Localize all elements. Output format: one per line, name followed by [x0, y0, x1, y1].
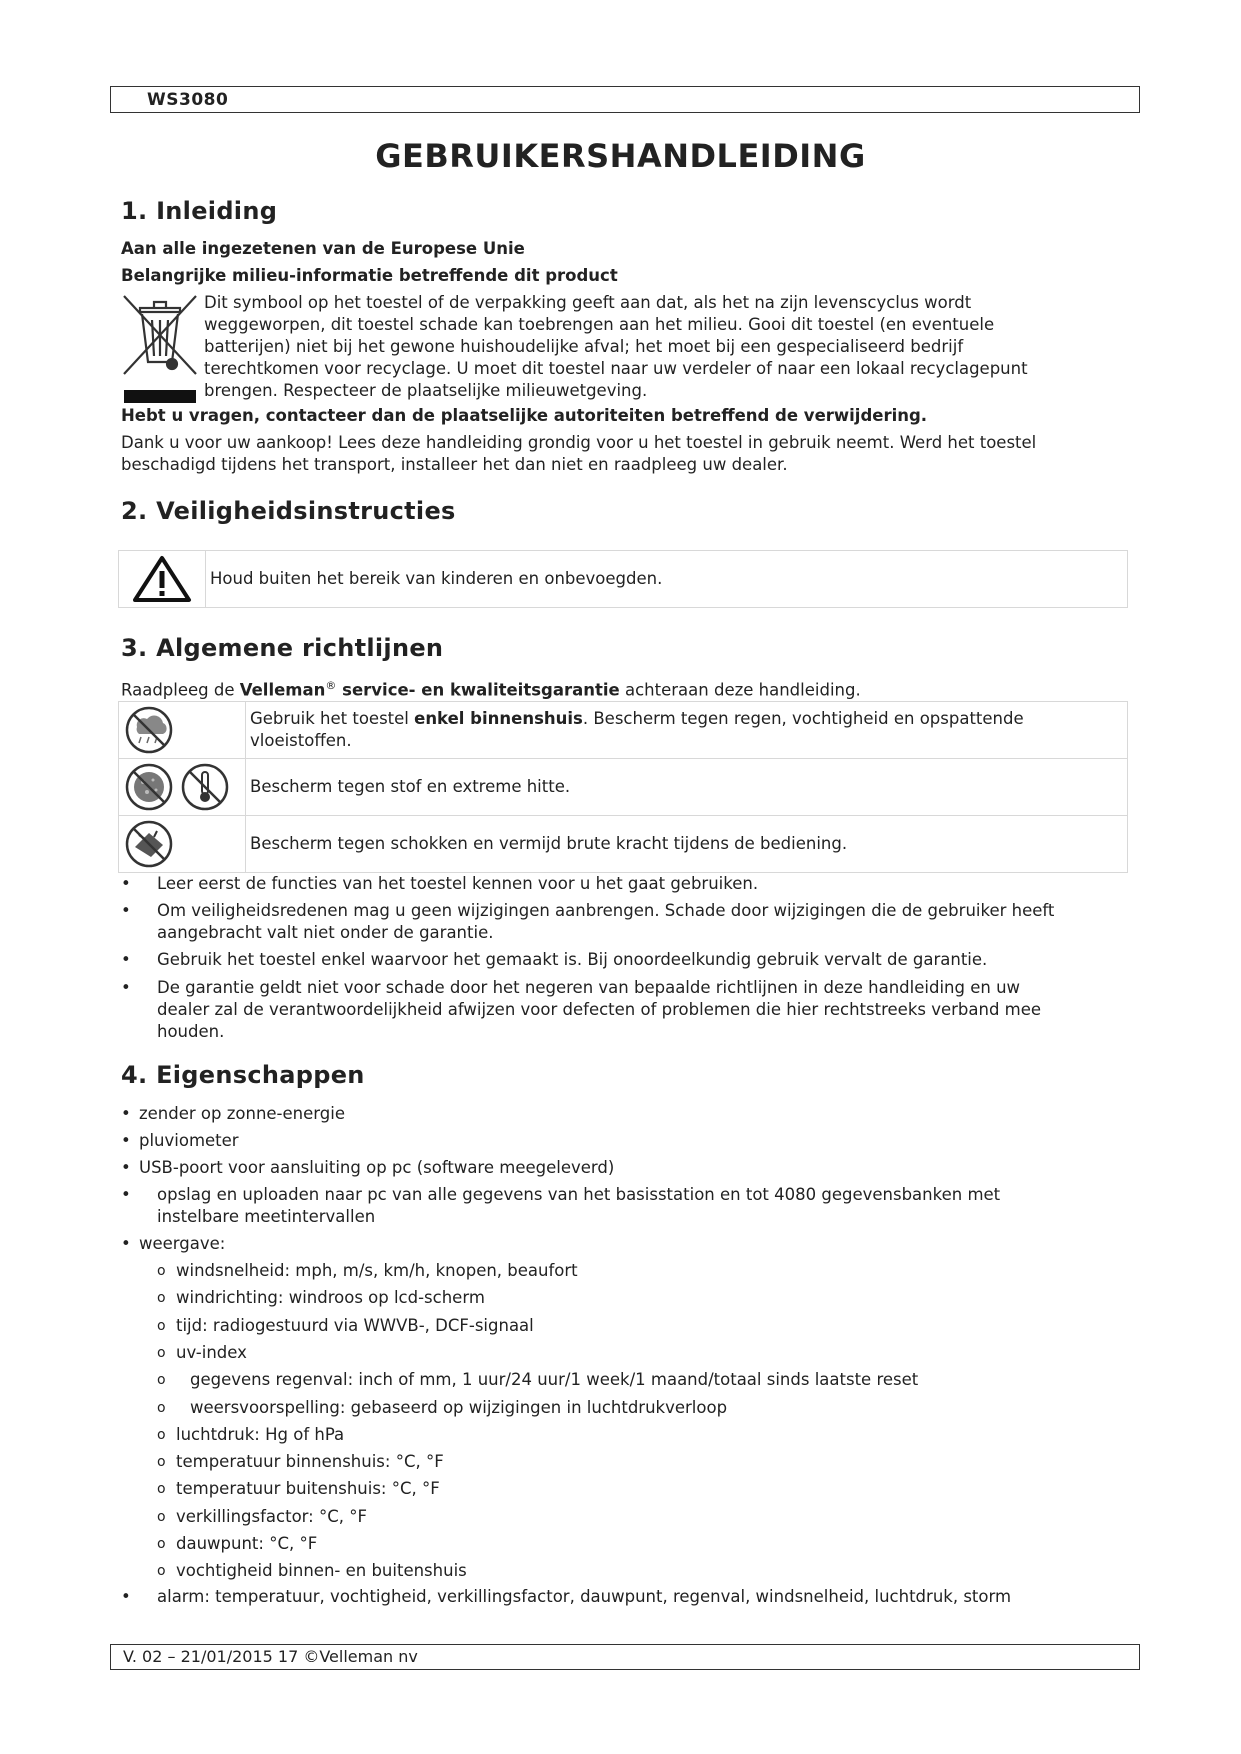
eu-heading: Aan alle ingezetenen van de Europese Unie: [121, 239, 525, 258]
display-label: weergave:: [139, 1234, 226, 1253]
guideline-icon-cell: [119, 759, 246, 816]
no-dust-heat-icons: [119, 760, 239, 814]
no-shock-icon: [119, 817, 239, 871]
intro-brand: Velleman: [239, 680, 326, 700]
sub-bullet-marker: o: [157, 1426, 166, 1443]
display-item-text: windrichting: windroos op lcd-scherm: [176, 1288, 485, 1308]
page-footer: [110, 1644, 1140, 1670]
section-2-heading: 2. Veiligheidsinstructies: [121, 497, 456, 525]
warning-cell: [119, 551, 206, 608]
sub-bullet-marker: o: [157, 1263, 166, 1279]
environment-heading: Belangrijke milieu-informatie betreffende dit product: [121, 266, 618, 285]
guidelines-table: [118, 701, 1128, 873]
display-item-text: weersvoorspelling: gebaseerd op wijzigingen in luchtdrukverloop: [190, 1397, 728, 1417]
section-3-heading: 3. Algemene richtlijnen: [121, 634, 444, 662]
display-item-text: luchtdruk: Hg of hPa: [176, 1424, 345, 1444]
thanks-text: [121, 432, 1131, 476]
weee-line: Dit symbool op het toestel of de verpakking geeft aan dat, als het na zijn levenscyclus wordt: [204, 293, 972, 312]
bullet-line: aangebracht valt niet onder de garantie.: [157, 923, 494, 942]
guarantee-intro: [121, 675, 1131, 702]
display-item-text: temperatuur binnenshuis: °C, °F: [176, 1452, 444, 1472]
row-1-bold: enkel binnenshuis: [414, 709, 583, 728]
feature-text: zender op zonne-energie: [139, 1104, 345, 1123]
sub-bullet-marker: o: [157, 1399, 166, 1416]
sub-bullet-marker: o: [157, 1454, 166, 1471]
weee-line: batterijen) niet bij het gewone huishoudelijke afval; het moet bij een gespecialiseerd bedrijf: [204, 337, 964, 356]
crossed-bin-icon: [120, 292, 200, 412]
display-item-text: tijd: radiogestuurd via WWVB-, DCF-signaal: [176, 1315, 534, 1335]
intro-bold: service- en kwaliteitsgarantie: [336, 680, 620, 700]
model-number: WS3080: [147, 90, 229, 110]
warning-text: Houd buiten het bereik van kinderen en onbevoegden.: [206, 551, 1128, 608]
bullet-line: Om veiligheidsredenen mag u geen wijzigingen aanbrengen. Schade door wijzigingen die de gebruiker heeft: [157, 901, 1055, 920]
guideline-icon-cell: [119, 702, 246, 759]
guideline-row-2: Bescherm tegen stof en extreme hitte.: [246, 759, 1128, 816]
row-1-post: . Bescherm tegen regen, vochtigheid en opspattende: [582, 709, 1024, 728]
weee-line: weggeworpen, dit toestel schade kan toebrengen aan het milieu. Gooi dit toestel (en eventuele: [204, 315, 995, 334]
no-heat-icon: [183, 765, 227, 809]
bullet-line: houden.: [157, 1022, 225, 1041]
thanks-line: Dank u voor uw aankoop! Lees deze handleiding grondig voor u het toestel in gebruik neemt. Werd het toestel: [121, 433, 1037, 452]
no-dust-icon: [127, 765, 171, 809]
feature-text: USB-poort voor aansluiting op pc (software meegeleverd): [139, 1158, 615, 1177]
sub-bullet-marker: o: [157, 1508, 166, 1525]
feature-line: instelbare meetintervallen: [157, 1207, 376, 1226]
display-item-text: verkillingsfactor: °C, °F: [176, 1506, 367, 1526]
sub-bullet-marker: o: [157, 1290, 166, 1307]
alarm-text: alarm: temperatuur, vochtigheid, verkillingsfactor, dauwpunt, regenval, windsnelheid, luchtdruk, storm: [157, 1587, 1012, 1606]
sub-bullet-marker: o: [157, 1536, 166, 1552]
guideline-row-3: Bescherm tegen schokken en vermijd brute kracht tijdens de bediening.: [246, 816, 1128, 873]
weee-line: brengen. Respecteer de plaatselijke milieuwetgeving.: [204, 381, 648, 400]
thanks-line: beschadigd tijdens het transport, installeer het dan niet en raadpleeg uw dealer.: [121, 455, 788, 474]
footer-text: V. 02 – 21/01/2015 17 ©Velleman nv: [123, 1647, 418, 1666]
safety-table: [118, 550, 1128, 608]
warning-triangle-icon: [131, 554, 193, 604]
display-item-text: temperatuur buitenshuis: °C, °F: [176, 1479, 440, 1499]
bullet-line: Gebruik het toestel enkel waarvoor het gemaakt is. Bij onoordeelkundig gebruik vervalt de garantie.: [157, 950, 988, 969]
questions-text: Hebt u vragen, contacteer dan de plaatselijke autoriteiten betreffend de verwijdering.: [121, 406, 928, 425]
intro-post: achteraan deze handleiding.: [619, 680, 861, 700]
display-item-text: windsnelheid: mph, m/s, km/h, knopen, beaufort: [176, 1261, 578, 1280]
intro-pre: Raadpleeg de: [121, 680, 240, 700]
sub-bullet-marker: o: [157, 1317, 166, 1334]
guideline-icon-cell: [119, 816, 246, 873]
intro-reg: ®: [325, 679, 337, 692]
display-item-text: gegevens regenval: inch of mm, 1 uur/24 uur/1 week/1 maand/totaal sinds laatste reset: [190, 1370, 919, 1390]
bullet-line: De garantie geldt niet voor schade door het negeren van bepaalde richtlijnen in deze handleiding en uw: [157, 978, 1021, 997]
section-1-heading: 1. Inleiding: [121, 197, 278, 225]
weee-line: terechtkomen voor recyclage. U moet dit toestel naar uw verdeler of naar een lokaal recyclagepunt: [204, 359, 1028, 378]
sub-bullet-marker: o: [157, 1372, 166, 1389]
display-item-text: dauwpunt: °C, °F: [176, 1534, 318, 1553]
bullet-line: dealer zal de verantwoordelijkheid afwijzen voor defecten of problemen die hier rechtstreeks verband mee: [157, 1000, 1042, 1019]
section-4-heading: 4. Eigenschappen: [121, 1061, 365, 1089]
sub-bullet-marker: o: [157, 1563, 166, 1580]
display-item-text: vochtigheid binnen- en buitenshuis: [176, 1561, 467, 1581]
no-rain-icon: [119, 703, 239, 757]
guideline-row-1: [246, 702, 1128, 759]
sub-bullet-marker: o: [157, 1481, 166, 1498]
weee-text: [204, 292, 1124, 402]
display-item-text: uv-index: [176, 1342, 247, 1362]
row-1-pre: Gebruik het toestel: [250, 709, 415, 728]
row-1-line2: vloeistoffen.: [250, 731, 352, 750]
sub-bullet-marker: o: [157, 1344, 166, 1361]
page-header: [110, 86, 1140, 113]
feature-line: opslag en uploaden naar pc van alle gegevens van het basisstation en tot 4080 gegevensbanken met: [157, 1185, 1001, 1204]
document-title: GEBRUIKERSHANDLEIDING: [375, 137, 866, 175]
feature-text: pluviometer: [139, 1131, 239, 1150]
bullet-line: Leer eerst de functies van het toestel kennen voor u het gaat gebruiken.: [157, 874, 759, 893]
